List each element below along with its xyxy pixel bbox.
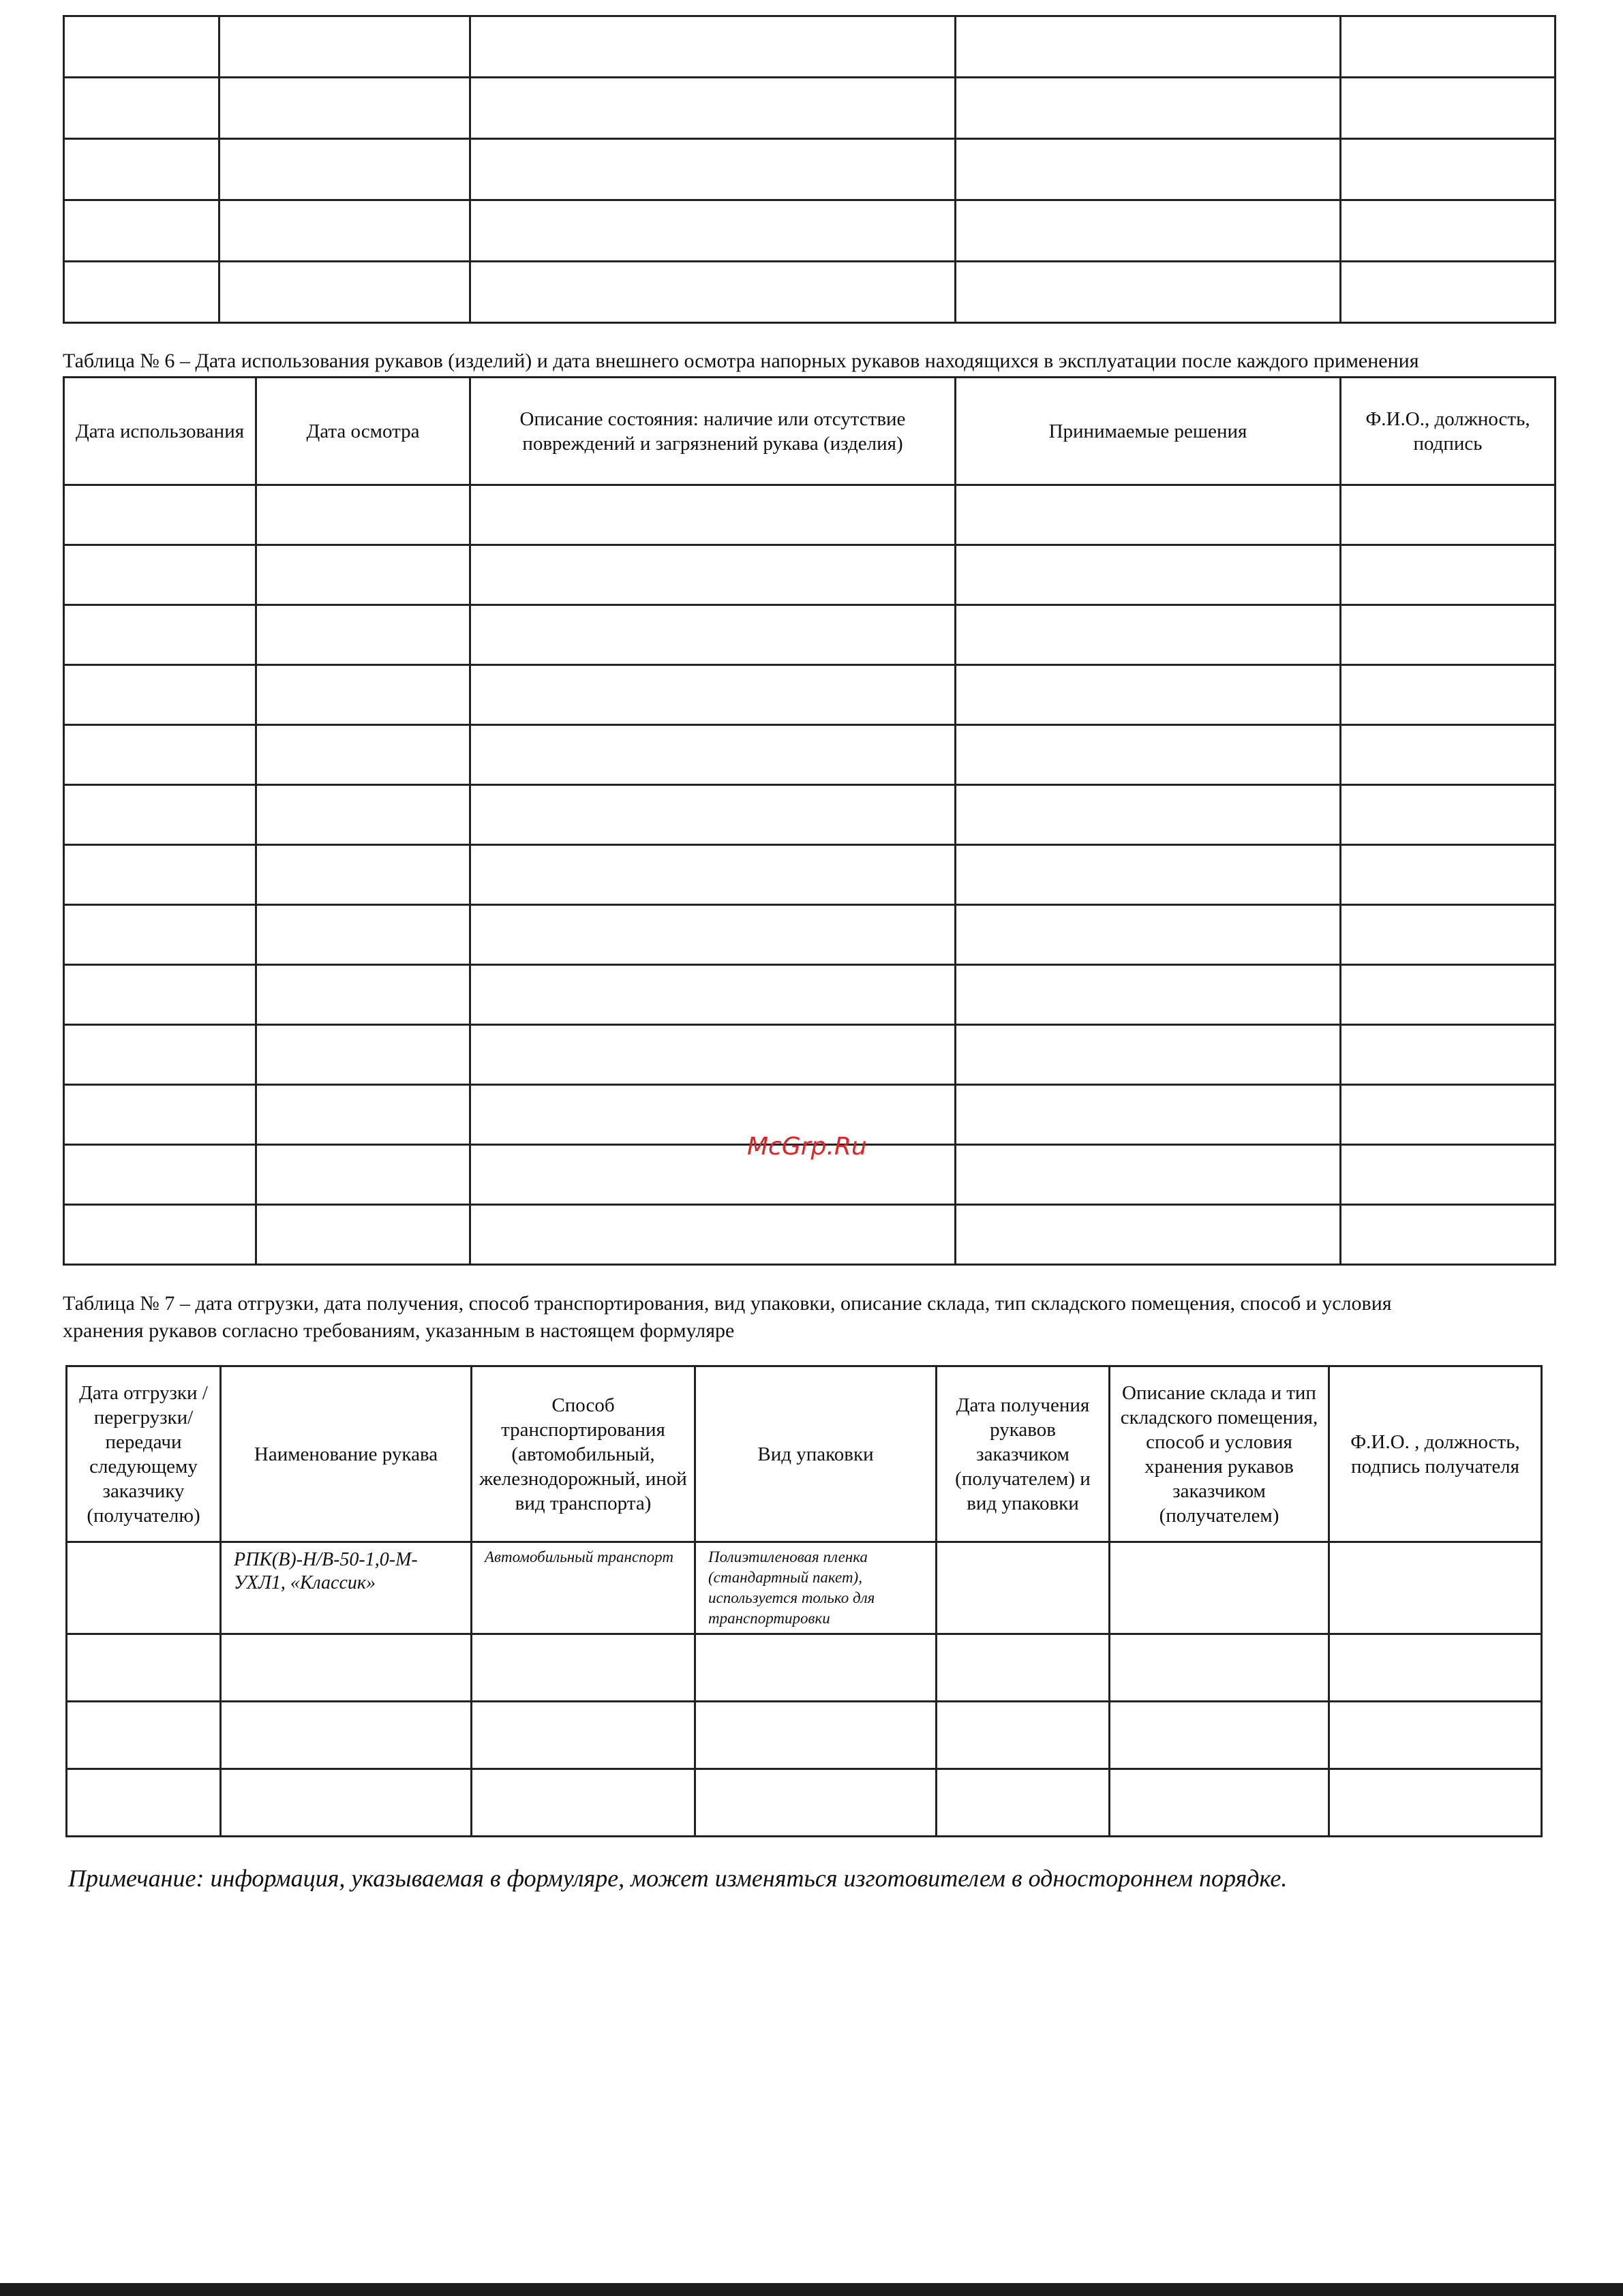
table-cell — [219, 16, 470, 78]
header-hose-name: Наименование рукава — [221, 1366, 472, 1542]
table-cell — [64, 262, 219, 323]
table-row — [64, 16, 1556, 78]
table-row — [64, 200, 1556, 262]
table-cell — [64, 965, 256, 1025]
table-row — [64, 78, 1556, 139]
table-cell — [695, 1702, 937, 1769]
table-cell — [1341, 905, 1556, 965]
table-continuation — [63, 15, 1556, 324]
table-cell — [956, 965, 1341, 1025]
table-row — [64, 905, 1556, 965]
cell-packaging: Полиэтиленовая пленка (стандартный пакет), используется только для транспортировки — [695, 1542, 937, 1634]
table-cell — [1341, 785, 1556, 845]
table-cell — [64, 1205, 256, 1265]
table-cell — [472, 1702, 695, 1769]
table-cell — [1341, 725, 1556, 785]
table-row — [67, 1634, 1542, 1702]
table-cell — [67, 1702, 221, 1769]
table-cell — [472, 1769, 695, 1837]
header-shipping-date: Дата отгрузки /перегрузки/ передачи следующему заказчику (получателю) — [67, 1366, 221, 1542]
table-cell — [956, 1205, 1341, 1265]
table-cell — [470, 725, 956, 785]
table-cell — [956, 1085, 1341, 1145]
table-cell — [1341, 845, 1556, 905]
watermark-text: McGrp.Ru — [747, 1133, 867, 1161]
table-cell — [64, 845, 256, 905]
table-cell — [937, 1702, 1110, 1769]
table-cell — [1341, 485, 1556, 545]
table-cell — [956, 262, 1341, 323]
table-cell — [470, 1145, 956, 1205]
table-row — [64, 262, 1556, 323]
table-cell — [64, 139, 219, 200]
table-cell — [470, 785, 956, 845]
footnote: Примечание: информация, указываемая в формуляре, может изменяться изготовителем в одностороннем порядке. — [68, 1865, 1288, 1892]
table-cell — [470, 262, 956, 323]
table-cell — [956, 1145, 1341, 1205]
table-cell — [1110, 1702, 1329, 1769]
header-packaging: Вид упаковки — [695, 1366, 937, 1542]
table-row — [64, 545, 1556, 605]
table-cell — [956, 139, 1341, 200]
table-row — [64, 605, 1556, 665]
table-cell — [937, 1769, 1110, 1837]
table-cell — [470, 845, 956, 905]
table-cell — [1341, 605, 1556, 665]
table-row — [64, 665, 1556, 725]
table-cell — [470, 1025, 956, 1085]
table-cell — [64, 605, 256, 665]
table-cell — [256, 845, 470, 905]
table-cell — [956, 78, 1341, 139]
table-cell — [1341, 1145, 1556, 1205]
table-cell — [956, 665, 1341, 725]
table-cell — [256, 725, 470, 785]
cell-storage-description — [1110, 1542, 1329, 1634]
table-cell — [956, 785, 1341, 845]
table-row — [64, 139, 1556, 200]
table-cell — [1341, 1205, 1556, 1265]
table-cell — [64, 1025, 256, 1085]
header-condition-description: Описание состояния: наличие или отсутствие повреждений и загрязнений рукава (изделия) — [470, 378, 956, 485]
table-cell — [64, 200, 219, 262]
table-row — [64, 965, 1556, 1025]
table-row — [64, 785, 1556, 845]
table-cell — [956, 1025, 1341, 1085]
table-cell — [256, 785, 470, 845]
table-cell — [219, 139, 470, 200]
table-cell — [256, 1025, 470, 1085]
table-row — [64, 845, 1556, 905]
table-cell — [1341, 965, 1556, 1025]
table-cell — [956, 200, 1341, 262]
table-cell — [221, 1634, 472, 1702]
table7-caption-line1: Таблица № 7 – дата отгрузки, дата получения, способ транспортирования, вид упаковки, описание склада, тип складского помещения, способ и условия — [63, 1292, 1392, 1315]
table-cell — [956, 485, 1341, 545]
header-recipient-signature: Ф.И.О. , должность, подпись получателя — [1329, 1366, 1542, 1542]
cell-received-date — [937, 1542, 1110, 1634]
table-cell — [695, 1769, 937, 1837]
header-usage-date: Дата использования — [64, 378, 256, 485]
table-cell — [1341, 665, 1556, 725]
header-transport-method: Способ транспортирования (автомобильный, железнодорожный, иной вид транспорта) — [472, 1366, 695, 1542]
table-cell — [1329, 1634, 1542, 1702]
table-cell — [64, 905, 256, 965]
table-row — [67, 1702, 1542, 1769]
table-cell — [1341, 139, 1556, 200]
table-row — [64, 1025, 1556, 1085]
table-cell — [470, 139, 956, 200]
table-cell — [1341, 262, 1556, 323]
table-cell — [956, 545, 1341, 605]
table-cell — [695, 1634, 937, 1702]
table-row — [64, 485, 1556, 545]
table6-header-row — [64, 378, 1556, 485]
table-cell — [64, 785, 256, 845]
table-cell — [1341, 200, 1556, 262]
table-cell — [67, 1634, 221, 1702]
table-cell — [470, 200, 956, 262]
table-cell — [256, 605, 470, 665]
table-cell — [256, 1145, 470, 1205]
table-row — [67, 1769, 1542, 1837]
table-cell — [64, 16, 219, 78]
table-cell — [1329, 1769, 1542, 1837]
table-cell — [470, 1085, 956, 1145]
table-cell — [256, 485, 470, 545]
header-inspection-date: Дата осмотра — [256, 378, 470, 485]
table-cell — [470, 905, 956, 965]
table-row — [67, 1542, 1542, 1634]
table-cell — [1341, 78, 1556, 139]
table-cell — [1341, 16, 1556, 78]
table-cell — [219, 78, 470, 139]
table-cell — [64, 1145, 256, 1205]
table-cell — [256, 905, 470, 965]
table-cell — [470, 485, 956, 545]
table-row — [64, 1205, 1556, 1265]
scan-edge — [0, 2283, 1623, 2296]
table-cell — [470, 16, 956, 78]
table-row — [64, 725, 1556, 785]
table-cell — [256, 965, 470, 1025]
table-cell — [67, 1769, 221, 1837]
table-cell — [1110, 1769, 1329, 1837]
header-signature: Ф.И.О., должность, подпись — [1341, 378, 1556, 485]
table-cell — [219, 200, 470, 262]
table-cell — [1341, 545, 1556, 605]
table7-caption-line2: хранения рукавов согласно требованиям, указанным в настоящем формуляре — [63, 1319, 735, 1342]
table-cell — [64, 725, 256, 785]
table-cell — [64, 545, 256, 605]
cell-recipient-signature — [1329, 1542, 1542, 1634]
table-cell — [470, 1205, 956, 1265]
table-cell — [221, 1769, 472, 1837]
table-cell — [470, 605, 956, 665]
table-cell — [256, 1085, 470, 1145]
table-cell — [470, 78, 956, 139]
header-decisions: Принимаемые решения — [956, 378, 1341, 485]
table-cell — [1329, 1702, 1542, 1769]
table-cell — [956, 905, 1341, 965]
table-cell — [256, 545, 470, 605]
table-cell — [472, 1634, 695, 1702]
cell-shipping-date — [67, 1542, 221, 1634]
table-cell — [219, 262, 470, 323]
table-cell — [956, 845, 1341, 905]
table-cell — [956, 16, 1341, 78]
table-cell — [256, 665, 470, 725]
table-cell — [470, 665, 956, 725]
table-continuation-body — [64, 16, 1556, 323]
table-cell — [956, 725, 1341, 785]
table-cell — [470, 965, 956, 1025]
table-cell — [470, 545, 956, 605]
table-cell — [64, 78, 219, 139]
table-cell — [256, 1205, 470, 1265]
table7-header-row — [67, 1366, 1542, 1542]
table6-caption: Таблица № 6 – Дата использования рукавов (изделий) и дата внешнего осмотра напорных рукавов находящихся в эксплуатации после каждого применения — [63, 350, 1419, 372]
table7-body — [67, 1542, 1542, 1837]
table-cell — [1110, 1634, 1329, 1702]
cell-hose-name: РПК(В)-Н/В-50-1,0-М-УХЛ1, «Классик» — [221, 1542, 472, 1634]
header-received-date: Дата получения рукавов заказчиком (получателем) и вид упаковки — [937, 1366, 1110, 1542]
table-cell — [64, 485, 256, 545]
table-cell — [1341, 1085, 1556, 1145]
table-cell — [64, 665, 256, 725]
table-cell — [221, 1702, 472, 1769]
table-cell — [64, 1085, 256, 1145]
cell-transport-method: Автомобильный транспорт — [472, 1542, 695, 1634]
header-storage-description: Описание склада и тип складского помещения, способ и условия хранения рукавов заказчиком (получателем) — [1110, 1366, 1329, 1542]
table-cell — [956, 605, 1341, 665]
table7-shipping-storage — [65, 1365, 1543, 1837]
table-cell — [937, 1634, 1110, 1702]
table-cell — [1341, 1025, 1556, 1085]
